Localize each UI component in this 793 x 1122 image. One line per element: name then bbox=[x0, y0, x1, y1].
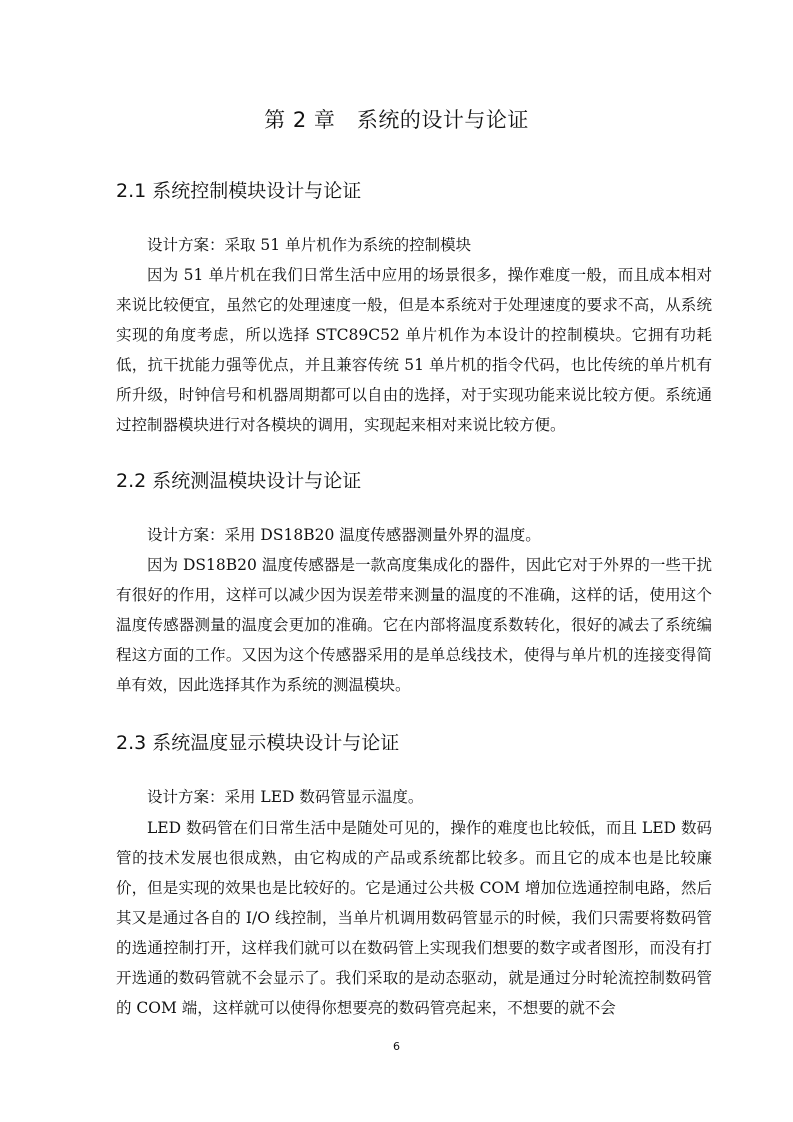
chapter-title: 第 2 章 系统的设计与论证 bbox=[264, 108, 529, 132]
body-paragraph-2-2: 因为 DS18B20 温度传感器是一款高度集成化的器件，因此它对于外界的一些干扰有很好的作用，这样可以减少因为误差带来测量的温度的不准确，这样的话，使用这个温度传感器测量的温度会更加的准确。它在内部将温度系数转化，很好的减去了系统编程这方面的工作。又因为这个传感器采用的是单总线技术，使得与单片机的连接变得简单有效，因此选择其作为系统的测温模块。 bbox=[116, 556, 712, 694]
body-paragraph-2-1: 因为 51 单片机在我们日常生活中应用的场景很多，操作难度一般，而且成本相对来说比较便宜，虽然它的处理速度一般，但是本系统对于处理速度的要求不高，从系统实现的角度考虑，所以选择 STC89C52 单片机作为本设计的控制模块。它拥有功耗低，抗干扰能力强等优点，并且兼容传统 51 单片机的指令代码，也比传统的单片机有所升级，时钟信号和机器周期都可以自由的选择，对于实现功能来说比较方便。系统通过控制器模块进行对各模块的调用，实现起来相对来说比较方便。 bbox=[116, 266, 712, 434]
section-heading-2-3: 2.3 系统温度显示模块设计与论证 bbox=[116, 732, 400, 754]
design-scheme-2-1: 设计方案：采取 51 单片机作为系统的控制模块 bbox=[147, 236, 472, 254]
page-number: 6 bbox=[393, 1040, 400, 1053]
body-paragraph-2-3: LED 数码管在们日常生活中是随处可见的，操作的难度也比较低，而且 LED 数码管的技术发展也很成熟，由它构成的产品或系统都比较多。而且它的成本也是比较廉价，但是实现的效果也是比较好的。它是通过公共极 COM 增加位选通控制电路，然后其又是通过各自的 I/O 线控制，当单片机调用数码管显示的时候，我们只需要将数码管的选通控制打开，这样我们就可以在数码管上实现我们想要的数字或者图形，而没有打开选通的数码管就不会显示了。我们采取的是动态驱动，就是通过分时轮流控制数码管的 COM 端，这样就可以使得你想要亮的数码管亮起来，不想要的就不会 bbox=[116, 819, 712, 1017]
design-scheme-2-3: 设计方案：采用 LED 数码管显示温度。 bbox=[147, 788, 424, 806]
section-heading-2-2: 2.2 系统测温模块设计与论证 bbox=[116, 470, 362, 492]
design-scheme-2-2: 设计方案：采用 DS18B20 温度传感器测量外界的温度。 bbox=[147, 526, 541, 544]
section-heading-2-1: 2.1 系统控制模块设计与论证 bbox=[116, 180, 362, 202]
